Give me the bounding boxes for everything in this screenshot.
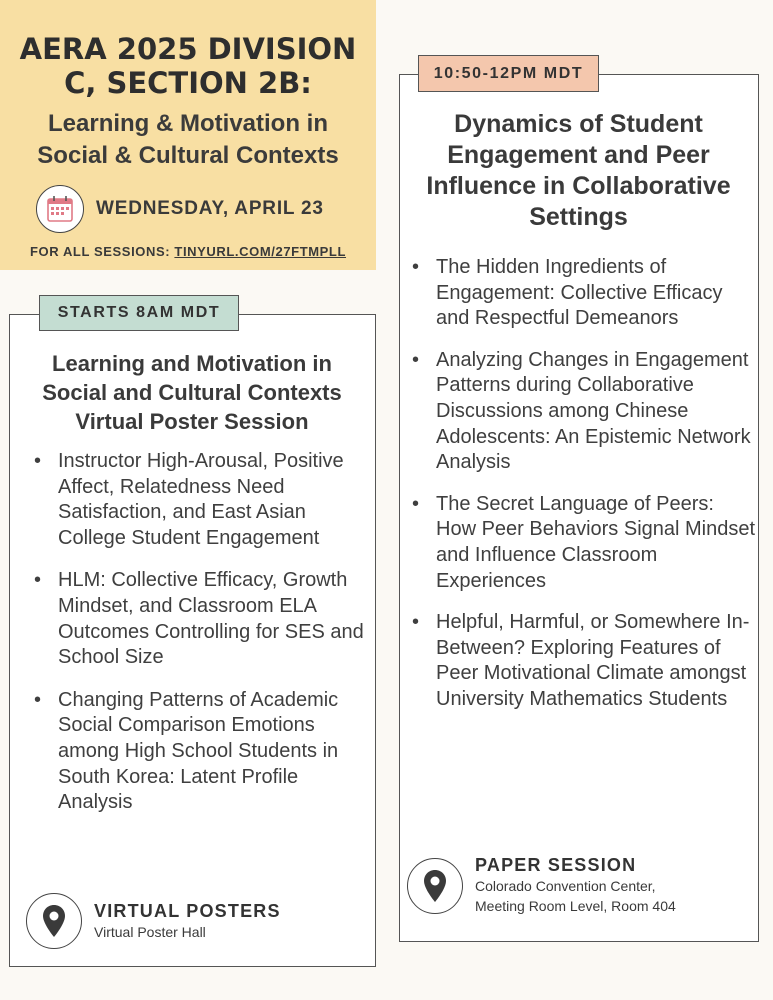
- list-item: • Changing Patterns of Academic Social Comparison Emotions among High School Students in South Korea: Latent Profile Analysis: [34, 688, 370, 816]
- paper-session-list: [412, 255, 758, 729]
- paper-session-title: [400, 109, 757, 233]
- location-text: [94, 901, 281, 942]
- session-title-line: Dynamics of Student: [454, 110, 703, 138]
- event-subtitle: [0, 108, 376, 172]
- location-pin-icon: [407, 858, 463, 914]
- location-text: [475, 855, 676, 916]
- event-title-line: C, SECTION 2B:: [64, 66, 312, 100]
- event-title: [0, 32, 376, 100]
- location-place: Colorado Convention Center,: [475, 878, 656, 894]
- poster-session-list: [34, 449, 370, 833]
- list-item: • Helpful, Harmful, or Somewhere In-Between? Exploring Features of Peer Motivational Climate amongst University Mathematics Students: [412, 610, 758, 712]
- session-title-line: Settings: [529, 203, 628, 231]
- location-place: Meeting Room Level, Room 404: [475, 898, 676, 914]
- list-item: • Analyzing Changes in Engagement Patterns during Collaborative Discussions among Chinese Adolescents: An Epistemic Network Analysis: [412, 348, 758, 476]
- paper-session-location: [407, 855, 676, 916]
- poster-session-location: [26, 893, 281, 949]
- sessions-link-row: [0, 244, 376, 259]
- session-title-line: Social and Cultural Contexts: [42, 380, 342, 405]
- sessions-link-url[interactable]: TINYURL.COM/27FTMPLL: [174, 244, 347, 259]
- poster-session-title: [10, 349, 374, 436]
- list-item: • The Secret Language of Peers: How Peer Behaviors Signal Mindset and Influence Classroom Experiences: [412, 492, 758, 594]
- session-title-line: Learning and Motivation in: [52, 351, 332, 376]
- location-type: VIRTUAL POSTERS: [94, 900, 281, 921]
- session-title-line: Virtual Poster Session: [75, 409, 309, 434]
- event-subtitle-line: Learning & Motivation in: [48, 110, 328, 137]
- paper-session-card: [399, 74, 759, 942]
- session-title-line: Engagement and Peer: [447, 141, 710, 169]
- location-place: Virtual Poster Hall: [94, 923, 206, 940]
- event-date: WEDNESDAY, APRIL 23: [96, 198, 324, 219]
- event-title-line: AERA 2025 DIVISION: [19, 32, 357, 66]
- location-type: PAPER SESSION: [475, 855, 637, 875]
- event-date-row: [36, 184, 324, 234]
- event-subtitle-line: Social & Cultural Contexts: [37, 142, 339, 169]
- paper-session-time-badge: 10:50-12PM MDT: [418, 55, 599, 92]
- list-item: • Instructor High-Arousal, Positive Affect, Relatedness Need Satisfaction, and East Asian College Student Engagement: [34, 449, 370, 551]
- calendar-icon: [36, 185, 84, 233]
- list-item: • The Hidden Ingredients of Engagement: Collective Efficacy and Respectful Demeanors: [412, 255, 758, 332]
- poster-session-card: [9, 314, 376, 967]
- event-header: [0, 0, 376, 270]
- location-pin-icon: [26, 893, 82, 949]
- list-item: • HLM: Collective Efficacy, Growth Mindset, and Classroom ELA Outcomes Controlling for SES and School Size: [34, 568, 370, 670]
- sessions-link-prefix: FOR ALL SESSIONS:: [29, 244, 175, 259]
- poster-session-time-badge: STARTS 8AM MDT: [39, 295, 239, 331]
- session-title-line: Influence in Collaborative: [426, 172, 731, 200]
